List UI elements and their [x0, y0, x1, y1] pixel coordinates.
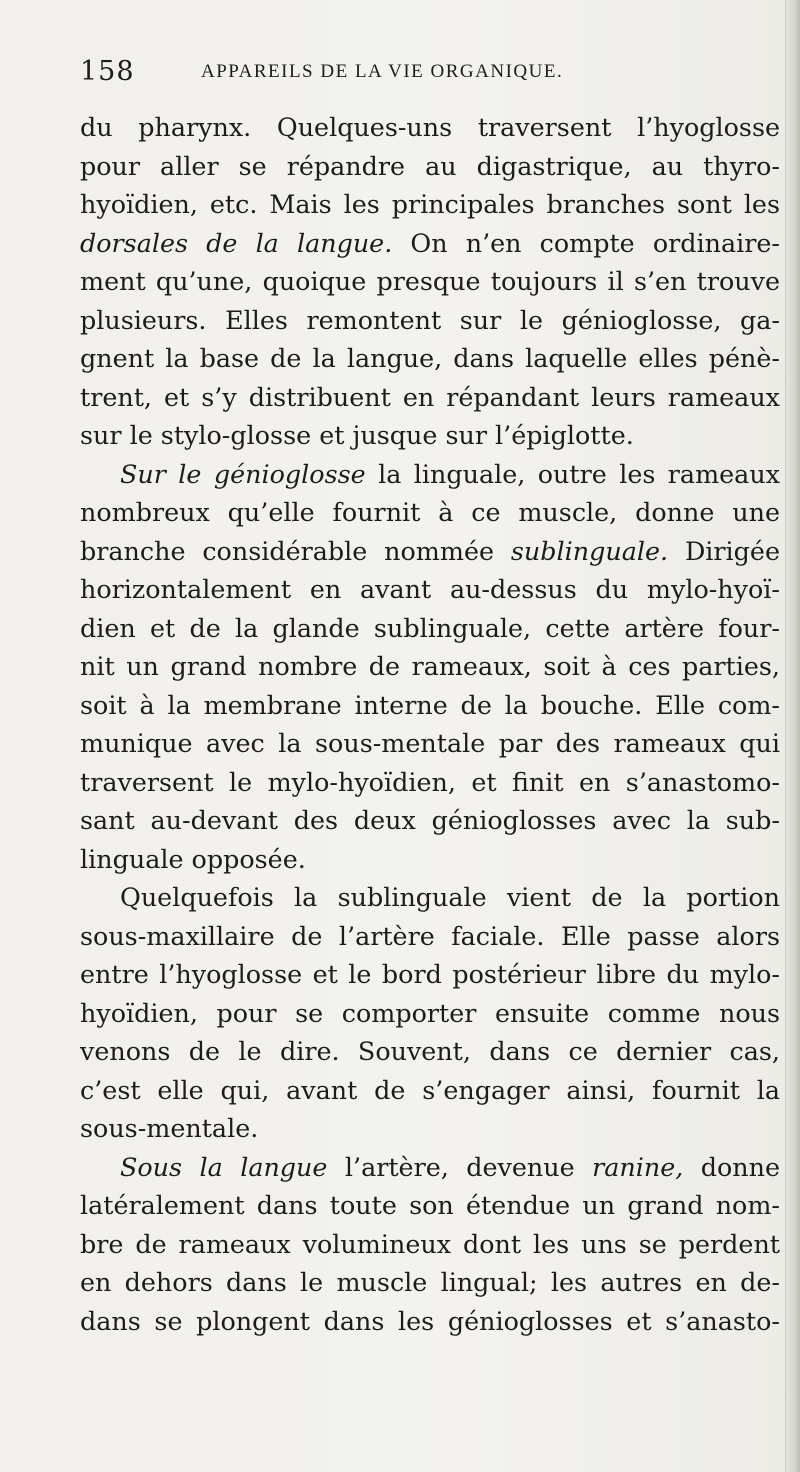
text-run: entre l’hyoglosse et le bord postérieur libre du mylo-	[80, 959, 780, 989]
text-run: bre de rameaux volumineux dont les uns se perdent	[80, 1228, 780, 1259]
text-line	[80, 1148, 780, 1187]
text-line	[80, 1263, 780, 1302]
text-line	[80, 224, 780, 263]
text-line	[80, 878, 780, 917]
text-line	[80, 609, 780, 648]
text-line	[80, 262, 780, 301]
text-run: nit un grand nombre de rameaux, soit à ces parties,	[80, 651, 780, 681]
text-line	[80, 686, 780, 725]
text-run: c’est elle qui, avant de s’engager ainsi, fournit la	[80, 1074, 780, 1105]
text-run: dien et de la glande sublinguale, cette artère four-	[80, 612, 780, 643]
text-run: du pharynx. Quelques-uns traversent l’hyoglosse	[80, 112, 780, 142]
italic-term: sublinguale.	[510, 535, 669, 566]
body-text	[80, 108, 780, 1340]
text-run: sous-mentale.	[80, 1113, 259, 1143]
text-line	[80, 416, 780, 455]
running-title: APPAREILS DE LA VIE ORGANIQUE.	[201, 61, 564, 82]
text-line	[80, 339, 780, 378]
text-line	[80, 955, 780, 994]
text-run: dans se plongent dans les génioglosses et s’anasto-	[80, 1305, 780, 1336]
text-run: traversent le mylo-hyoïdien, et finit en s’anastomo-	[80, 766, 780, 797]
text-run: venons de le dire. Souvent, dans ce dernier cas,	[80, 1036, 780, 1066]
text-line	[80, 570, 780, 609]
text-run: gnent la base de la langue, dans laquelle elles pénè-	[80, 343, 780, 373]
italic-term: Sur le génioglosse	[120, 458, 366, 489]
text-run: latéralement dans toute son étendue un grand nom-	[80, 1190, 780, 1220]
text-line	[80, 378, 780, 417]
text-run: hyoïdien, pour se comporter ensuite comme nous	[80, 997, 780, 1028]
page-header	[80, 56, 780, 96]
text-line	[80, 724, 780, 763]
text-run: donne	[683, 1151, 780, 1182]
text-run: ment qu’une, quoique presque toujours il s’en trouve	[80, 266, 780, 296]
text-run: sur le stylo-glosse et jusque sur l’épiglotte.	[80, 420, 634, 450]
text-line	[80, 455, 780, 494]
text-line	[80, 147, 780, 186]
text-run: Dirigée	[668, 535, 780, 566]
text-run: trent, et s’y distribuent en répandant leurs rameaux	[80, 381, 780, 412]
text-line	[80, 917, 780, 956]
text-line	[80, 493, 780, 532]
text-run: sant au-devant des deux génioglosses avec la sub-	[80, 805, 780, 835]
text-line	[80, 1109, 780, 1148]
text-run: en dehors dans le muscle lingual; les autres en de-	[80, 1267, 780, 1297]
text-run: branche considérable nommée	[80, 535, 511, 566]
text-line	[80, 1071, 780, 1110]
text-run: nombreux qu’elle fournit à ce muscle, donne une	[80, 497, 780, 527]
text-run: hyoïdien, etc. Mais les principales branches sont les	[80, 189, 780, 219]
text-line	[80, 763, 780, 802]
text-line	[80, 108, 780, 147]
italic-term: ranine,	[592, 1151, 684, 1182]
text-line	[80, 647, 780, 686]
text-line	[80, 1186, 780, 1225]
page-number: 158	[80, 56, 135, 87]
text-line	[80, 801, 780, 840]
text-line	[80, 840, 780, 879]
text-run: munique avec la sous-mentale par des rameaux qui	[80, 728, 780, 758]
text-line	[80, 532, 780, 571]
text-run: l’artère, devenue	[327, 1151, 593, 1182]
text-run: linguale opposée.	[80, 843, 306, 874]
text-line	[80, 1302, 780, 1341]
text-line	[80, 185, 780, 224]
text-run: la linguale, outre les rameaux	[365, 458, 780, 489]
italic-term: Sous la langue	[120, 1151, 328, 1182]
page-edge	[785, 0, 800, 1472]
text-run: horizontalement en avant au-dessus du mylo-hyoï-	[80, 574, 780, 604]
text-line	[80, 1032, 780, 1071]
text-run: plusieurs. Elles remontent sur le génioglosse, ga-	[80, 304, 780, 335]
text-line	[80, 301, 780, 340]
text-run: On n’en compte ordinaire-	[392, 227, 780, 258]
text-line	[80, 994, 780, 1033]
text-run: soit à la membrane interne de la bouche. Elle com-	[80, 689, 780, 720]
text-run: Quelquefois la sublinguale vient de la portion	[120, 882, 780, 912]
italic-term: dorsales de la langue.	[80, 227, 393, 258]
text-run: pour aller se répandre au digastrique, au thyro-	[80, 150, 780, 181]
text-run: sous-maxillaire de l’artère faciale. Elle passe alors	[80, 920, 780, 951]
text-line	[80, 1225, 780, 1264]
